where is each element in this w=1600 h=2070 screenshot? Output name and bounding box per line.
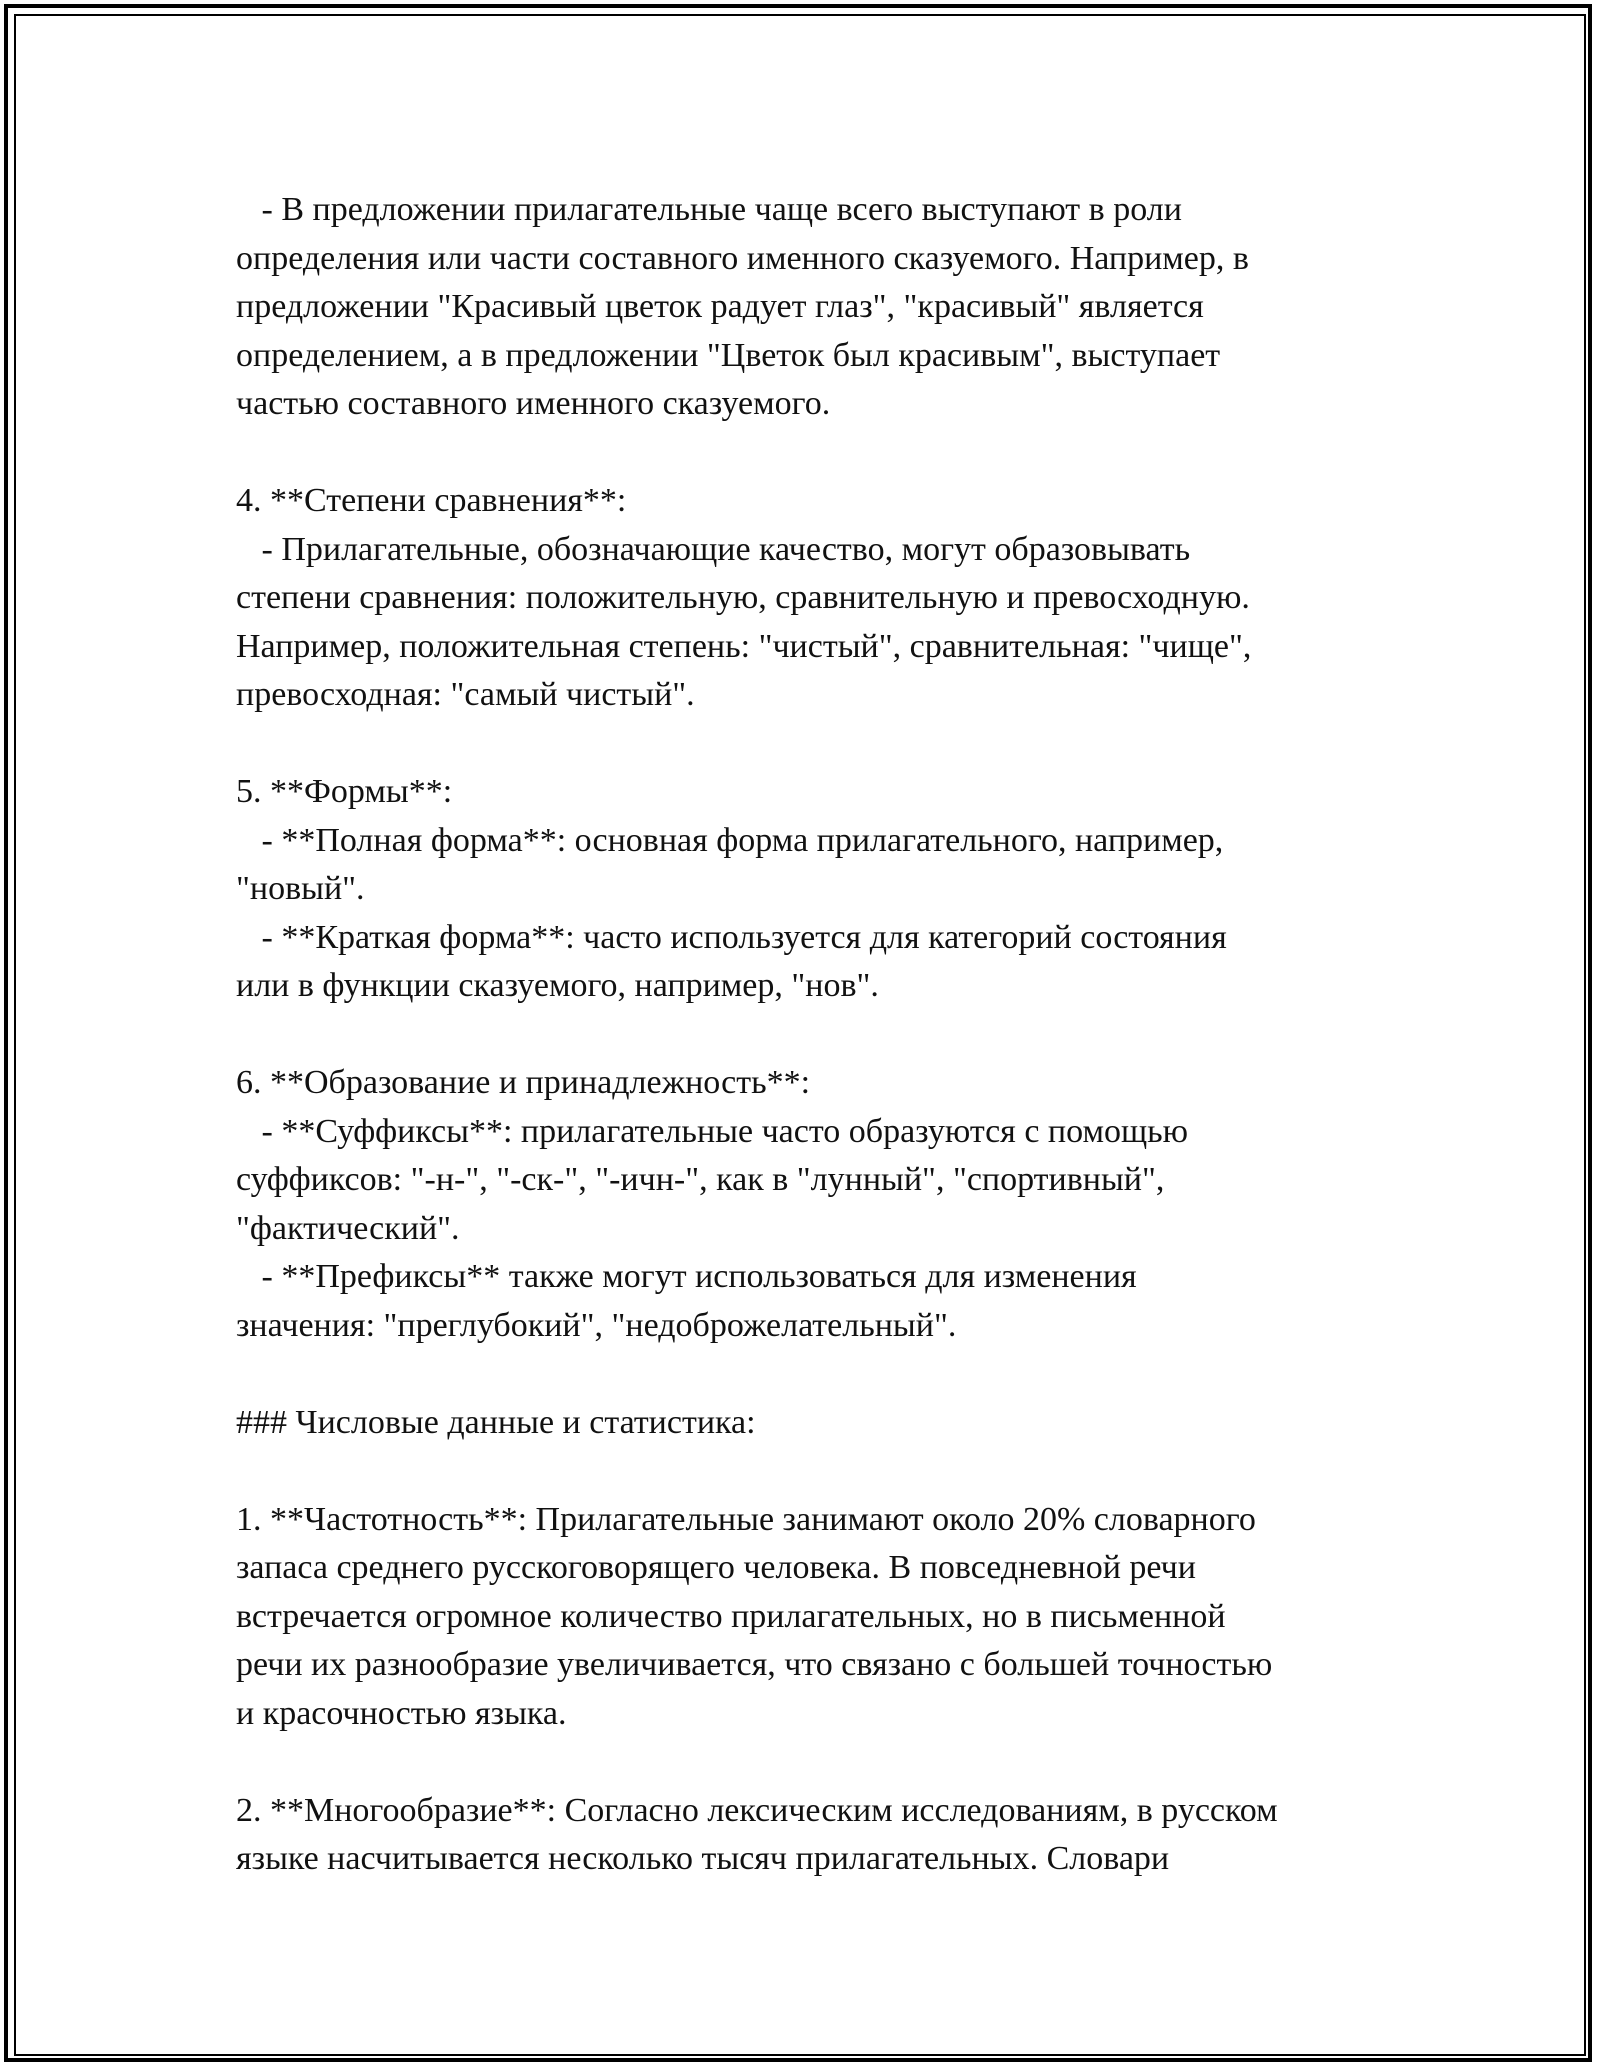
text-line: превосходная: "самый чистый". [236,676,695,713]
text-line: значения: "преглубокий", "недоброжелательный". [236,1306,957,1344]
text-line: или в функции сказуемого, например, "нов". [236,967,879,1004]
blank-line [236,1011,1416,1060]
text-line: "фактический". [236,1209,460,1247]
text-line: - В предложении прилагательные чаще всего выступают в роли [236,191,1182,228]
text-line: речи их разнообразие увеличивается, что связано с большей точностью [236,1646,1273,1683]
text-line: 1. **Частотность**: Прилагательные занимают около 20% словарного [236,1500,1256,1538]
text-line: предложении "Красивый цветок радует глаз", "красивый" является [236,288,1204,325]
blank-line [236,429,1416,478]
text-line: встречается огромное количество прилагательных, но в письменной [236,1597,1226,1635]
text-line: запаса среднего русскоговорящего человека. В повседневной речи [236,1549,1196,1586]
text-line: степени сравнения: положительную, сравнительную и превосходную. [236,579,1250,616]
text-line: Например, положительная степень: "чистый", сравнительная: "чище", [236,627,1252,665]
text-line: - **Краткая форма**: часто используется для категорий состояния [236,918,1227,956]
text-line: - **Суффиксы**: прилагательные часто образуются с помощью [236,1112,1189,1150]
blank-line [236,1350,1416,1399]
text-line: суффиксов: "-н-", "-ск-", "-ичн-", как в "лунный", "спортивный", [236,1161,1165,1198]
blank-line [236,720,1416,769]
section-heading: 5. **Формы**: [236,773,453,810]
text-line: определением, а в предложении "Цветок был красивым", выступает [236,336,1221,374]
text-line: частью составного именного сказуемого. [236,385,831,422]
text-line: и красочностью языка. [236,1694,567,1732]
blank-line [236,1738,1416,1787]
text-line: определения или части составного именного сказуемого. Например, в [236,239,1249,277]
section-heading: ### Числовые данные и статистика: [236,1403,756,1441]
text-line: - **Полная форма**: основная форма прилагательного, например, [236,821,1224,859]
text-line: "новый". [236,870,365,907]
text-line: - Прилагательные, обозначающие качество, могут образовывать [236,530,1191,568]
section-heading: 6. **Образование и принадлежность**: [236,1064,811,1101]
blank-line [236,1447,1416,1496]
section-heading: 4. **Степени сравнения**: [236,482,627,519]
text-line: - **Префиксы** также могут использоваться для изменения [236,1258,1137,1295]
text-line: 2. **Многообразие**: Согласно лексическим исследованиям, в русском [236,1791,1278,1829]
document-body [236,186,1416,1884]
text-line: языке насчитывается несколько тысяч прилагательных. Словари [236,1840,1170,1877]
